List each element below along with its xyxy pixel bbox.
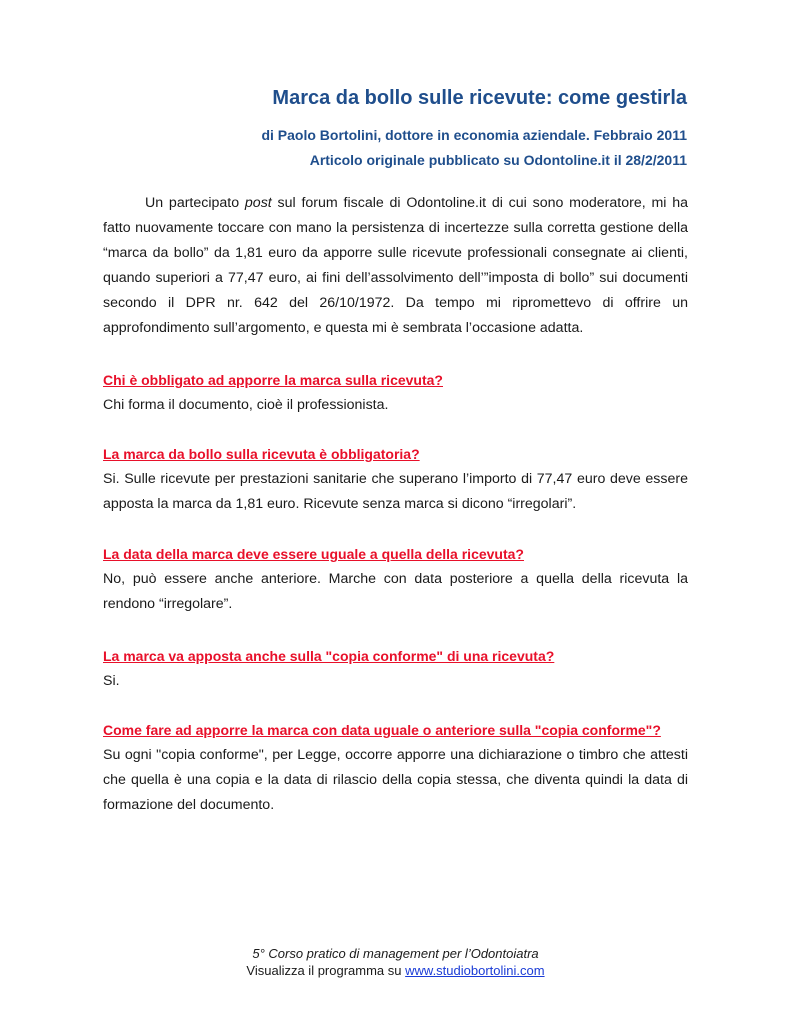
article-byline: di Paolo Bortolini, dottore in economia aziendale. Febbraio 2011	[261, 127, 687, 143]
faq-item	[103, 718, 688, 818]
faq-answer: Chi forma il documento, cioè il professionista.	[103, 397, 389, 413]
article-header	[87, 86, 687, 173]
faq-question: La data della marca deve essere uguale a quella della ricevuta?	[103, 546, 524, 562]
article-title: Marca da bollo sulle ricevute: come gestirla	[272, 87, 687, 109]
footer-website-link[interactable]: www.studiobortolini.com	[405, 963, 545, 978]
intro-paragraph	[103, 191, 688, 341]
faq-answer: No, può essere anche anteriore. Marche con data posteriore a quella della ricevuta la rendono “irregolare”.	[103, 571, 688, 612]
intro-text-start: Un partecipato	[145, 195, 245, 211]
footer-course-line: 5° Corso pratico di management per l’Odontoiatra	[252, 946, 539, 961]
faq-question: La marca va apposta anche sulla "copia conforme" di una ricevuta?	[103, 648, 555, 664]
faq-item	[103, 542, 688, 617]
intro-emphasis: post	[244, 195, 272, 211]
footer-program-text: Visualizza il programma su	[246, 963, 406, 978]
page-footer	[0, 945, 791, 979]
footer-program-line	[0, 962, 791, 979]
intro-text-rest: sul forum fiscale di Odontoline.it di cui sono moderatore, mi ha fatto nuovamente toccare con mano la persistenza di incertezze sulla corretta gestione della “marca da bollo” da 1,81 euro da apporre sulle ricevute professionali consegnate ai clienti, quando superiori a 77,47 euro, ai fini dell’assolvimento dell’”imposta di bollo” sui documenti secondo il DPR nr. 642 del 26/10/1972. Da tempo mi ripromettevo di offrire un approfondimento sull’argomento, e questa mi è sembrata l’occasione adatta.	[103, 195, 688, 336]
faq-answer: Si.	[103, 673, 120, 689]
faq-question: Come fare ad apporre la marca con data uguale o anteriore sulla "copia conforme"?	[103, 722, 661, 738]
article-source: Articolo originale pubblicato su Odontoline.it il 28/2/2011	[309, 152, 687, 168]
faq-question: La marca da bollo sulla ricevuta è obbligatoria?	[103, 446, 420, 462]
faq-item	[103, 368, 688, 418]
faq-answer: Si. Sulle ricevute per prestazioni sanitarie che superano l’importo di 77,47 euro deve essere apposta la marca da 1,81 euro. Ricevute senza marca si dicono “irregolari”.	[103, 471, 688, 512]
faq-question: Chi è obbligato ad apporre la marca sulla ricevuta?	[103, 372, 443, 388]
faq-item	[103, 442, 688, 517]
faq-item	[103, 644, 688, 694]
faq-answer: Su ogni "copia conforme", per Legge, occorre apporre una dichiarazione o timbro che attesti che quella è una copia e la data di rilascio della copia stessa, che diventa quindi la data di formazione del documento.	[103, 747, 688, 813]
